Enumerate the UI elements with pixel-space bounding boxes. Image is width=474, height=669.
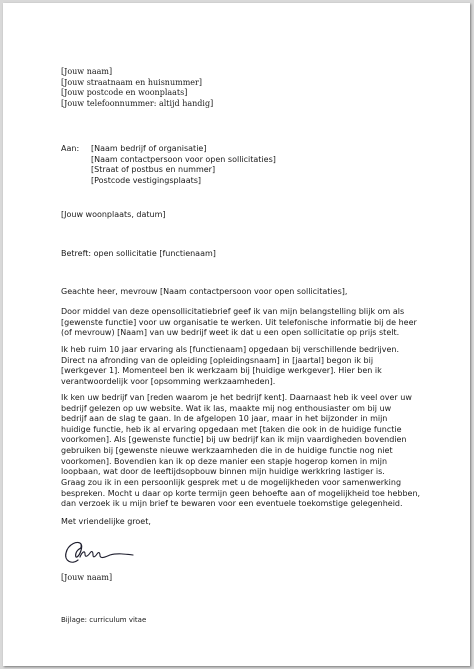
paragraph-line: bedrijf gelezen op uw website. Wat ik las, maakte mij nog enthousiaster om bij uw [61,403,392,413]
paragraph-line: gebruiken bij [gewenste nieuwe werkzaamheden die in de huidige functie nog niet [61,445,393,455]
salutation: Geachte heer, mevrouw [Naam contactpersoon voor open sollicitaties], [61,287,348,296]
paragraph-2 [61,345,399,387]
paragraph-4 [61,478,420,510]
paragraph-3 [61,393,412,478]
paragraph-line: [gewenste functie] voor uw organisatie te werken. Uit telefonische informatie bij de heer [61,317,417,327]
place-date: [Jouw woonplaats, datum] [61,210,166,219]
paragraph-line: voorkomen]. Als [gewenste functie] bij uw bedrijf kan ik mijn vaardigheden bovendien [61,435,407,445]
signature-name: [Jouw naam] [61,573,113,582]
sender-city: [Jouw postcode en woonplaats] [61,88,188,98]
paragraph-line: dan verzoek ik u mijn brief te bewaren voor een eventuele toekomstige gelegenheid. [61,499,403,509]
recipient-lines [91,144,276,186]
recipient-contact: [Naam contactpersoon voor open sollicitaties] [91,154,276,164]
paragraph-line: loopbaan, wat door de leeftijdsopbouw binnen mijn huidige werkkring lastiger is. [61,467,385,477]
paragraph-line: bedrijf aan de slag te gaan. In de afgelopen 10 jaar, maar in het bijzonder in mijn [61,414,388,424]
subject-line: Betreft: open sollicitatie [functienaam] [61,249,216,258]
paragraph-line: Direct na afronding van de opleiding [opleidingsnaam] in [jaartal] begon ik bij [61,355,374,365]
paragraph-line: Door middel van deze opensollicitatiebrief geef ik van mijn belangstelling blijk om als [61,307,405,316]
paragraph-line: verantwoordelijk voor [opsomming werkzaamheden]. [61,376,276,386]
recipient-company: [Naam bedrijf of organisatie] [91,144,207,153]
paragraph-1 [61,307,417,339]
paragraph-line: bespreken. Mocht u daar op korte termijn geen behoefte aan of mogelijkheid toe hebben, [61,488,421,498]
paragraph-line: Ik heb ruim 10 jaar ervaring als [functienaam] opgedaan bij verschillende bedrijven. [61,345,400,354]
recipient-label: Aan: [61,144,80,153]
paragraph-line: Ik ken uw bedrijf van [reden waarom je het bedrijf kent]. Daarnaast heb ik veel over uw [61,393,412,402]
paragraph-line: [werkgever 1]. Momenteel ben ik werkzaam bij [huidige werkgever]. Hier ben ik [61,366,382,376]
sender-name: [Jouw naam] [61,67,113,76]
paragraph-line: huidige functie, heb ik al ervaring opgedaan met [taken die ook in de huidige functie [61,424,402,434]
letter-page [3,3,470,666]
paragraph-line: voorkomen]. Bovendien kan ik op deze manier een stapje hogerop komen in mijn [61,456,388,466]
recipient-street: [Straat of postbus en nummer] [91,165,216,175]
sender-street: [Jouw straatnaam en huisnummer] [61,77,202,87]
sender-phone: [Jouw telefoonnummer: altijd handig] [61,98,214,108]
attachment-note: Bijlage: curriculum vitae [61,616,147,624]
paragraph-line: Graag zou ik in een persoonlijk gesprek met u de mogelijkheden voor samenwerking [61,478,402,487]
closing: Met vriendelijke groet, [61,517,151,526]
paragraph-line: (of mevrouw) [Naam] van uw bedrijf weet ik dat u een open sollicitatie op prijs stelt. [61,328,400,338]
handwritten-signature [61,535,141,571]
sender-address [61,67,213,109]
recipient-postcode: [Postcode vestigingsplaats] [91,175,202,185]
